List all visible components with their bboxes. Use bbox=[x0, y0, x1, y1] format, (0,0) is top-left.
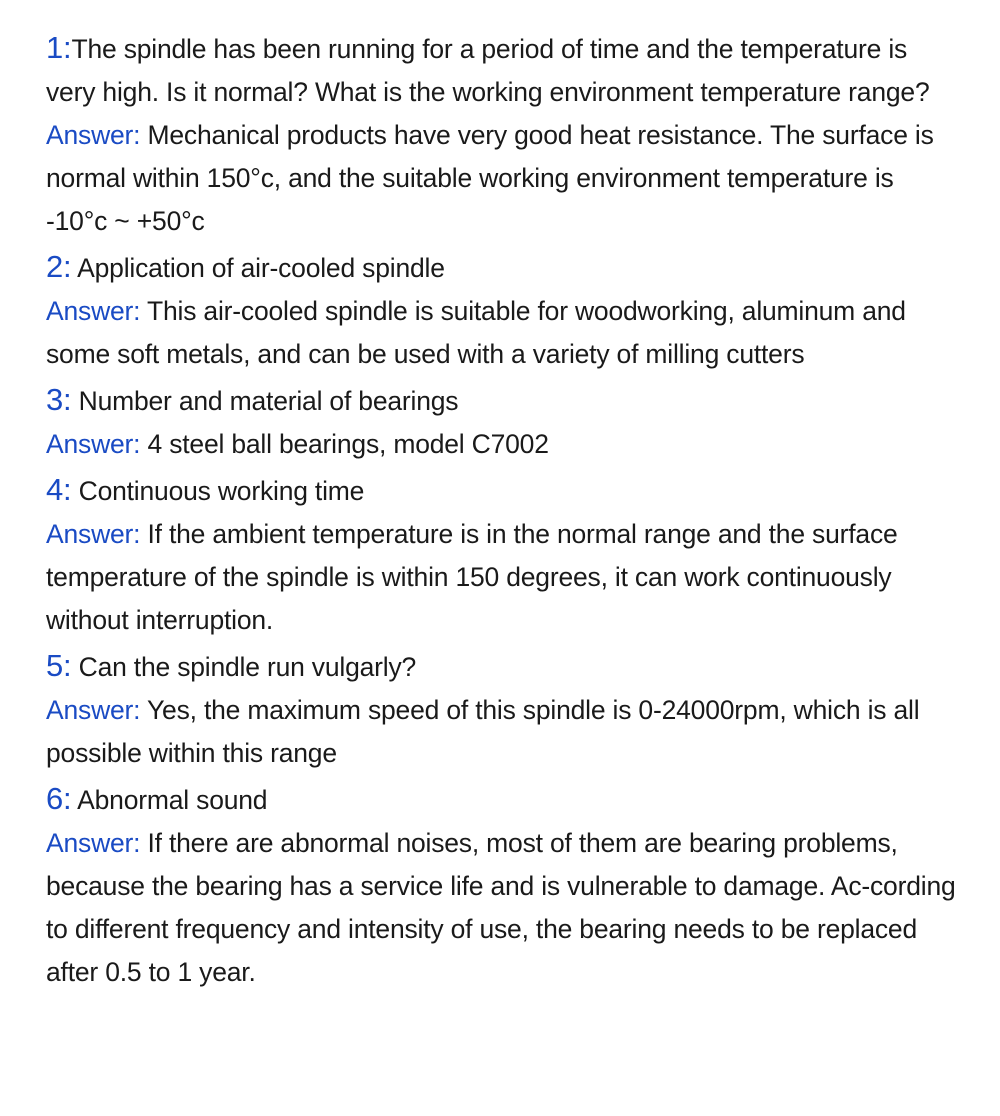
answer-text: If there are abnormal noises, most of them are bearing problems, because the bearing has a service life and is vulnerable to damage. Ac-cording to different frequency and intensity of use, the bearing needs to be replaced after 0.5 to 1 year. bbox=[46, 828, 956, 987]
faq-question-1 bbox=[46, 26, 956, 114]
faq-question-4 bbox=[46, 468, 956, 513]
faq-question-3 bbox=[46, 378, 956, 423]
answer-label: Answer: bbox=[46, 695, 141, 725]
answer-label: Answer: bbox=[46, 120, 141, 150]
question-text: Continuous working time bbox=[71, 476, 365, 506]
question-text: Abnormal sound bbox=[71, 785, 268, 815]
answer-text: This air-cooled spindle is suitable for woodworking, aluminum and some soft metals, and can be used with a variety of milling cutters bbox=[46, 296, 906, 369]
answer-text: Mechanical products have very good heat resistance. The surface is normal within 150°c, and the suitable working environment temperature is -10°c ~ +50°c bbox=[46, 120, 934, 236]
faq-answer-4 bbox=[46, 513, 956, 642]
question-number: 4: bbox=[46, 472, 72, 507]
faq-question-6 bbox=[46, 777, 956, 822]
faq-answer-5 bbox=[46, 689, 956, 775]
faq-question-2 bbox=[46, 245, 956, 290]
question-number: 2: bbox=[46, 249, 72, 284]
answer-text: Yes, the maximum speed of this spindle is 0-24000rpm, which is all possible within this range bbox=[46, 695, 920, 768]
question-number: 1: bbox=[46, 30, 72, 65]
faq-answer-1 bbox=[46, 114, 956, 243]
answer-label: Answer: bbox=[46, 296, 141, 326]
answer-label: Answer: bbox=[46, 828, 141, 858]
question-text: Number and material of bearings bbox=[71, 386, 459, 416]
question-text: The spindle has been running for a period of time and the temperature is very high. Is it normal? What is the working environment temperature range? bbox=[46, 34, 930, 107]
faq-answer-3 bbox=[46, 423, 956, 466]
faq-answer-6 bbox=[46, 822, 956, 994]
answer-label: Answer: bbox=[46, 519, 141, 549]
question-number: 6: bbox=[46, 781, 72, 816]
answer-label: Answer: bbox=[46, 429, 141, 459]
faq-answer-2 bbox=[46, 290, 956, 376]
question-number: 5: bbox=[46, 648, 72, 683]
faq-question-5 bbox=[46, 644, 956, 689]
question-number: 3: bbox=[46, 382, 72, 417]
answer-text: If the ambient temperature is in the normal range and the surface temperature of the spindle is within 150 degrees, it can work continuously without interruption. bbox=[46, 519, 898, 635]
answer-text: 4 steel ball bearings, model C7002 bbox=[140, 429, 549, 459]
question-text: Can the spindle run vulgarly? bbox=[71, 652, 417, 682]
question-text: Application of air-cooled spindle bbox=[71, 253, 445, 283]
faq-list bbox=[46, 24, 956, 994]
